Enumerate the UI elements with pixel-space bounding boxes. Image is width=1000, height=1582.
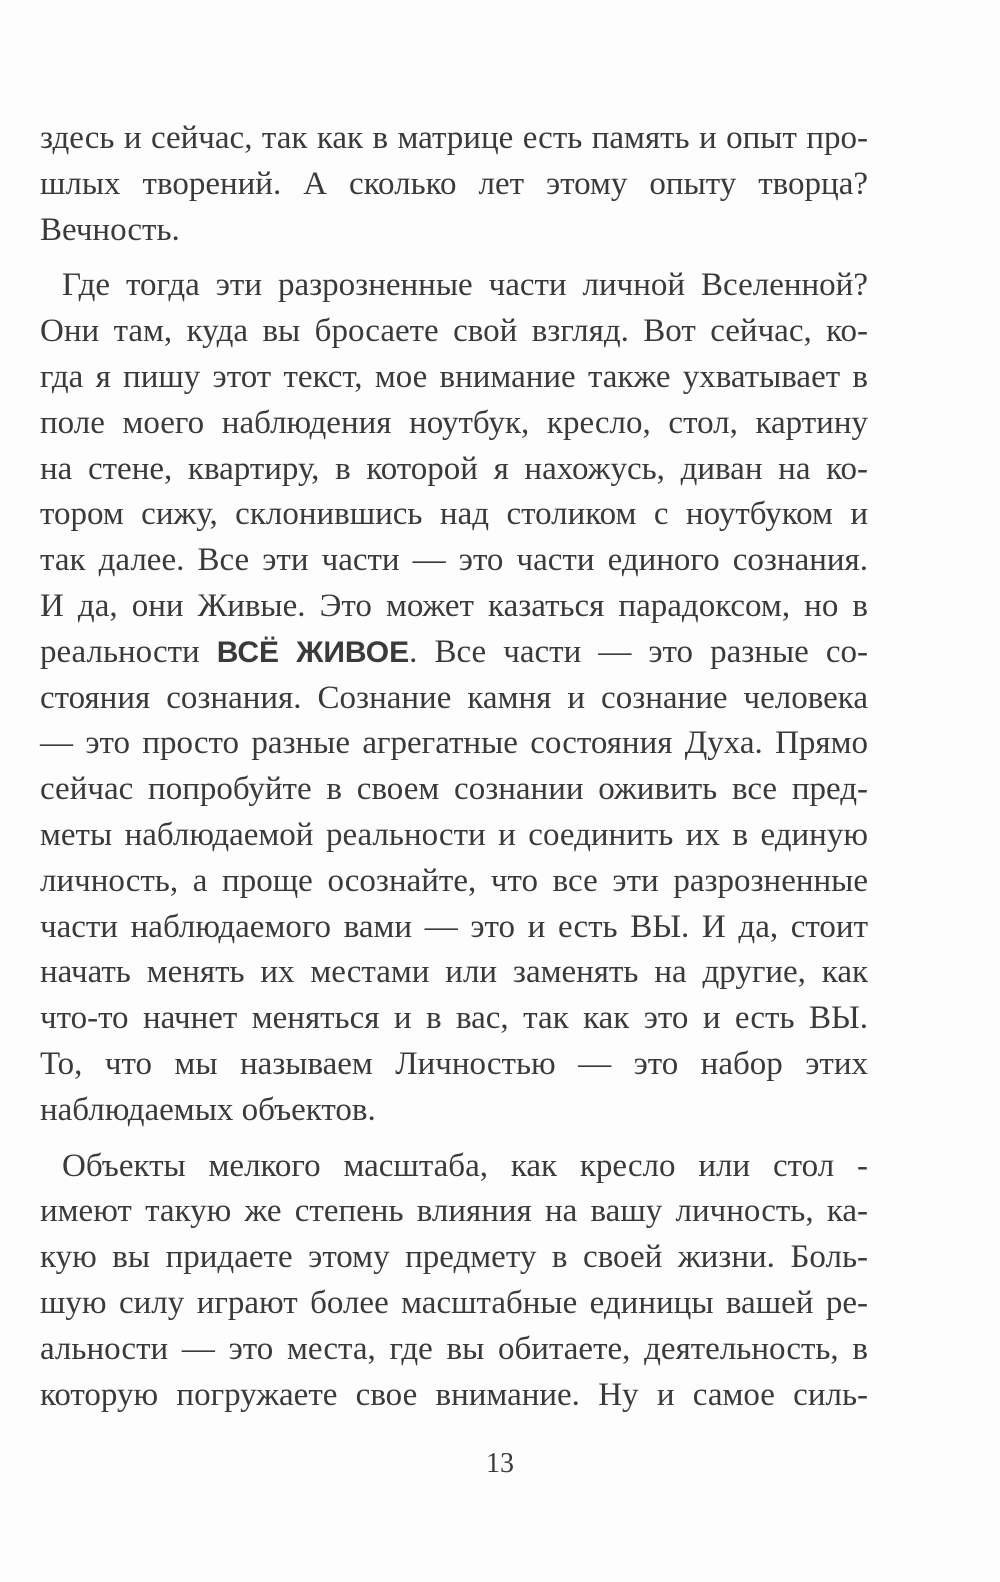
body-text (40, 116, 868, 1418)
text-line: Они там, куда вы бросаете свой взгляд. Вот сейчас, ко- (40, 313, 868, 350)
text-line: шлых творений. А сколько лет этому опыту творца? (40, 165, 868, 202)
text-line-with-emphasis (40, 630, 868, 676)
text-line: наблюдаемых объектов. (40, 1091, 376, 1128)
text-line: сейчас попробуйте в своем сознании оживить все пред- (40, 771, 868, 808)
text-line: кую вы придаете этому предмету в своей жизни. Боль- (40, 1239, 868, 1276)
text-line: шую силу играют более масштабные единицы вашей ре- (40, 1284, 868, 1321)
page-number (0, 1446, 1000, 1482)
text-segment: . Все части — это разные со- (409, 633, 868, 670)
text-line: стояния сознания. Сознание камня и сознание человека (40, 679, 868, 716)
text-line: гда я пишу этот текст, мое внимание также ухватывает в (40, 358, 868, 395)
text-line: личность, а проще осознайте, что все эти разрозненные (40, 862, 868, 899)
text-line: меты наблюдаемой реальности и соединить их в единую (40, 816, 868, 853)
text-line: И да, они Живые. Это может казаться парадоксом, но в (40, 587, 868, 624)
text-line: что-то начнет меняться и в вас, так как это и есть ВЫ. (40, 1000, 868, 1037)
text-line: на стене, квартиру, в которой я нахожусь, диван на ко- (40, 450, 868, 487)
text-line: То, что мы называем Личностью — это набор этих (40, 1045, 868, 1082)
text-line: альности — это места, где вы обитаете, деятельность, в (40, 1330, 868, 1367)
text-line: тором сижу, склонившись над столиком с ноутбуком и (40, 496, 868, 533)
text-line: поле моего наблюдения ноутбук, кресло, стол, картину (40, 404, 868, 441)
text-line: так далее. Все эти части — это части единого сознания. (40, 542, 868, 579)
text-line: которую погружаете свое внимание. Ну и самое силь- (40, 1376, 868, 1413)
text-line: начать менять их местами или заменять на другие, как (40, 954, 868, 991)
text-segment: реальности (40, 633, 217, 670)
text-line: имеют такую же степень влияния на вашу личность, ка- (40, 1193, 868, 1230)
text-line: — это просто разные агрегатные состояния Духа. Прямо (40, 725, 868, 762)
page-number-text: 13 (486, 1448, 514, 1479)
text-line: Где тогда эти разрозненные части личной Вселенной? (62, 267, 868, 304)
text-line: части наблюдаемого вами — это и есть ВЫ. И да, стоит (40, 908, 868, 945)
text-line: Объекты мелкого масштаба, как кресло или стол - (62, 1147, 868, 1184)
text-line: здесь и сейчас, так как в матрице есть память и опыт про- (40, 120, 868, 156)
emphasis-text: ВСЁ ЖИВОЕ (216, 635, 410, 669)
text-line: Вечность. (40, 211, 180, 248)
